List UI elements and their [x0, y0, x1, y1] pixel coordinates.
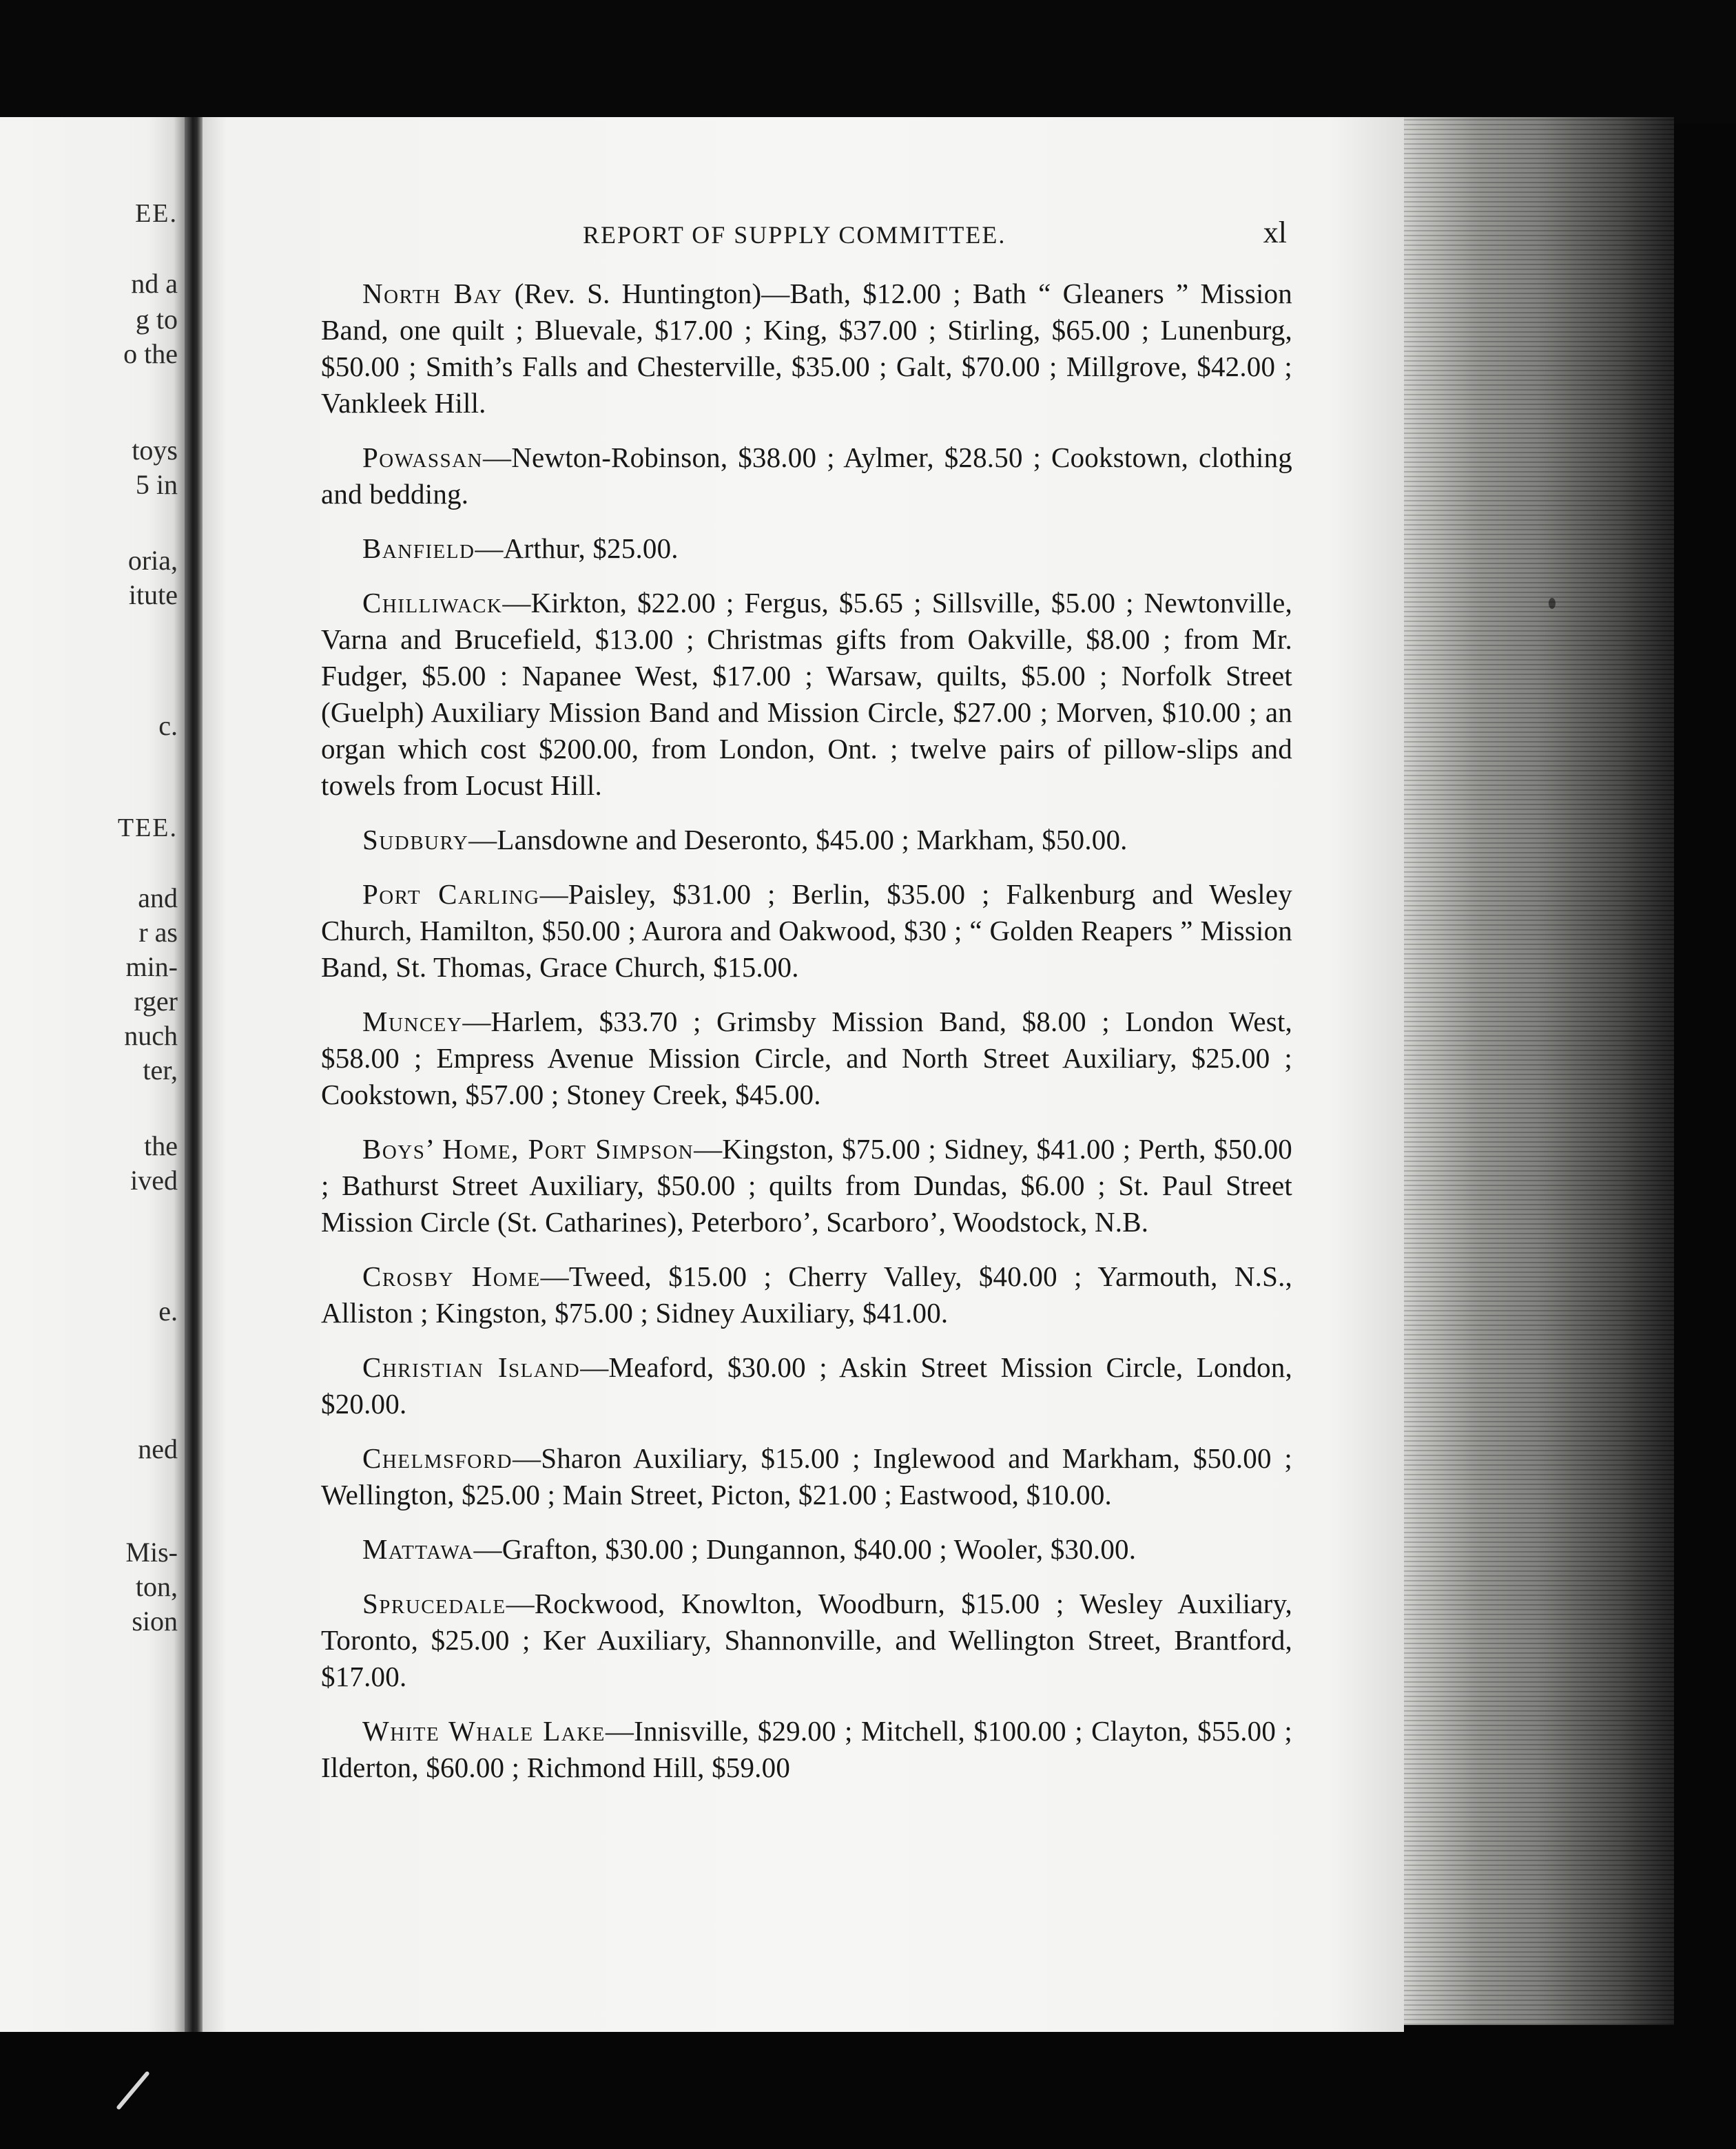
previous-page-line: ived	[130, 1165, 178, 1196]
page-number: xl	[1263, 216, 1287, 249]
supply-entry	[321, 439, 1292, 512]
mission-name: Mattawa	[362, 1533, 474, 1565]
supply-entry	[321, 276, 1292, 422]
supply-entry	[321, 1713, 1292, 1786]
supply-entry	[321, 1004, 1292, 1113]
supply-entry	[321, 585, 1292, 804]
previous-page-line: nuch	[124, 1020, 178, 1051]
donation-list: —Newton-Robinson, $38.00 ; Aylmer, $28.50 ; Cookstown, clothing and bedding.	[321, 442, 1292, 510]
page-title: REPORT OF SUPPLY COMMITTEE.	[583, 221, 1006, 249]
previous-page-line: sion	[132, 1606, 178, 1637]
previous-page-heading: EE.	[135, 199, 178, 228]
previous-page-line: toys	[132, 435, 178, 466]
donation-list: —Paisley, $31.00 ; Berlin, $35.00 ; Falkenburg and Wesley Church, Hamilton, $50.00 ; Aurora and Oakwood, $30 ; “ Golden Reapers ” Mission Band, St. Thomas, Grace Church, $15.00.	[321, 878, 1292, 983]
ink-speck	[1549, 598, 1556, 609]
previous-page-line: and	[138, 882, 178, 913]
previous-page-heading: TEE.	[117, 813, 178, 842]
mission-name: White Whale Lake	[362, 1715, 606, 1747]
running-head	[376, 218, 1299, 259]
mission-name: Crosby Home	[362, 1260, 541, 1292]
donation-list: —Kirkton, $22.00 ; Fergus, $5.65 ; Sillsville, $5.00 ; Newtonville, Varna and Brucefield, $13.00 ; Christmas gifts from Oakville, $8.00 ; from Mr. Fudger, $5.00 : Napanee West, $17.00 ; Warsaw, quilts, $5.00 ; Norfolk Street (Guelph) Auxiliary Mission Band and Mission Circle, $27.00 ; Morven, $10.00 ; an organ which cost $200.00, from London, Ont. ; twelve pairs of pillow-slips and towels from Locust Hill.	[321, 587, 1292, 801]
mission-name: Sprucedale	[362, 1588, 506, 1619]
previous-page-line: oria,	[127, 545, 178, 576]
previous-page-line: 5 in	[135, 469, 178, 500]
mission-name: Chelmsford	[362, 1442, 513, 1474]
mission-name: Christian Island	[362, 1351, 581, 1383]
supply-entry	[321, 1131, 1292, 1240]
mission-name: Chilliwack	[362, 587, 503, 619]
mission-name: Port Carling	[362, 878, 540, 910]
previous-page-line: ter,	[143, 1055, 178, 1086]
supply-entry	[321, 822, 1292, 858]
previous-page-line: nd a	[131, 268, 178, 299]
donation-list: —Meaford, $30.00 ; Askin Street Mission Circle, London, $20.00.	[321, 1351, 1292, 1420]
previous-page-line: g to	[135, 304, 178, 335]
donation-list: (Rev. S. Huntington)—Bath, $12.00 ; Bath “ Gleaners ” Mission Band, one quilt ; Bluevale, $17.00 ; King, $37.00 ; Stirling, $65.00 ; Lunenburg, $50.00 ; Smith’s Falls and Chesterville, $35.00 ; Galt, $70.00 ; Millgrove, $42.00 ; Vankleek Hill.	[321, 278, 1292, 419]
supply-entry	[321, 876, 1292, 986]
donation-list: —Innisville, $29.00 ; Mitchell, $100.00 ; Clayton, $55.00 ; Ilderton, $60.00 ; Richmond Hill, $59.00	[321, 1715, 1292, 1783]
previous-page-line: e.	[158, 1296, 178, 1327]
mission-name: North Bay	[362, 278, 503, 309]
previous-page-line: the	[144, 1130, 178, 1161]
supply-entry	[321, 530, 1292, 567]
donation-list: —Arthur, $25.00.	[475, 532, 679, 564]
donation-list: —Harlem, $33.70 ; Grimsby Mission Band, $8.00 ; London West, $58.00 ; Empress Avenue Mission Circle, and North Street Auxiliary, $25.00 ; Cookstown, $57.00 ; Stoney Creek, $45.00.	[321, 1006, 1292, 1110]
donation-list: —Grafton, $30.00 ; Dungannon, $40.00 ; Wooler, $30.00.	[473, 1533, 1137, 1565]
previous-page-line: r as	[138, 917, 178, 948]
supply-entry	[321, 1258, 1292, 1331]
mission-name: Powassan	[362, 442, 483, 473]
previous-page-line: min-	[125, 951, 178, 982]
donation-list: —Sharon Auxiliary, $15.00 ; Inglewood and Markham, $50.00 ; Wellington, $25.00 ; Main Street, Picton, $21.00 ; Eastwood, $10.00.	[321, 1442, 1292, 1510]
donation-list: —Lansdowne and Deseronto, $45.00 ; Markham, $50.00.	[468, 824, 1128, 855]
supply-entry	[321, 1586, 1292, 1695]
ink-speck	[116, 2070, 150, 2110]
page-edges-shade	[1536, 117, 1674, 2025]
supply-entry	[321, 1531, 1292, 1568]
donation-list: —Kingston, $75.00 ; Sidney, $41.00 ; Perth, $50.00 ; Bathurst Street Auxiliary, $50.00 ; quilts from Dundas, $6.00 ; St. Paul Street Mission Circle (St. Catharines), Peterboro’, Scarboro’, Woodstock, N.B.	[321, 1133, 1292, 1238]
mission-name: Banfield	[362, 532, 475, 564]
supply-entry	[321, 1440, 1292, 1513]
book-gutter	[185, 117, 203, 2032]
previous-page-line: ned	[138, 1433, 178, 1464]
donation-list: —Tweed, $15.00 ; Cherry Valley, $40.00 ; Yarmouth, N.S., Alliston ; Kingston, $75.00 ; Sidney Auxiliary, $41.00.	[321, 1260, 1292, 1329]
mission-name: Sudbury	[362, 824, 469, 855]
previous-page-line: itute	[128, 579, 178, 610]
mission-name: Boys’ Home, Port Simpson	[362, 1133, 694, 1165]
previous-page-line: o the	[123, 338, 178, 369]
donation-list: —Rockwood, Knowlton, Woodburn, $15.00 ; Wesley Auxiliary, Toronto, $25.00 ; Ker Auxiliary, Shannonville, and Wellington Street, Brantford, $17.00.	[321, 1588, 1292, 1692]
previous-page-line: ton,	[135, 1571, 178, 1602]
previous-page-line: Mis-	[125, 1537, 178, 1568]
report-body	[321, 276, 1292, 1804]
previous-page-line: rger	[134, 986, 178, 1017]
supply-entry	[321, 1349, 1292, 1422]
previous-page	[0, 117, 185, 2032]
previous-page-line: c.	[158, 710, 178, 741]
mission-name: Muncey	[362, 1006, 463, 1037]
background-top	[0, 0, 1736, 124]
